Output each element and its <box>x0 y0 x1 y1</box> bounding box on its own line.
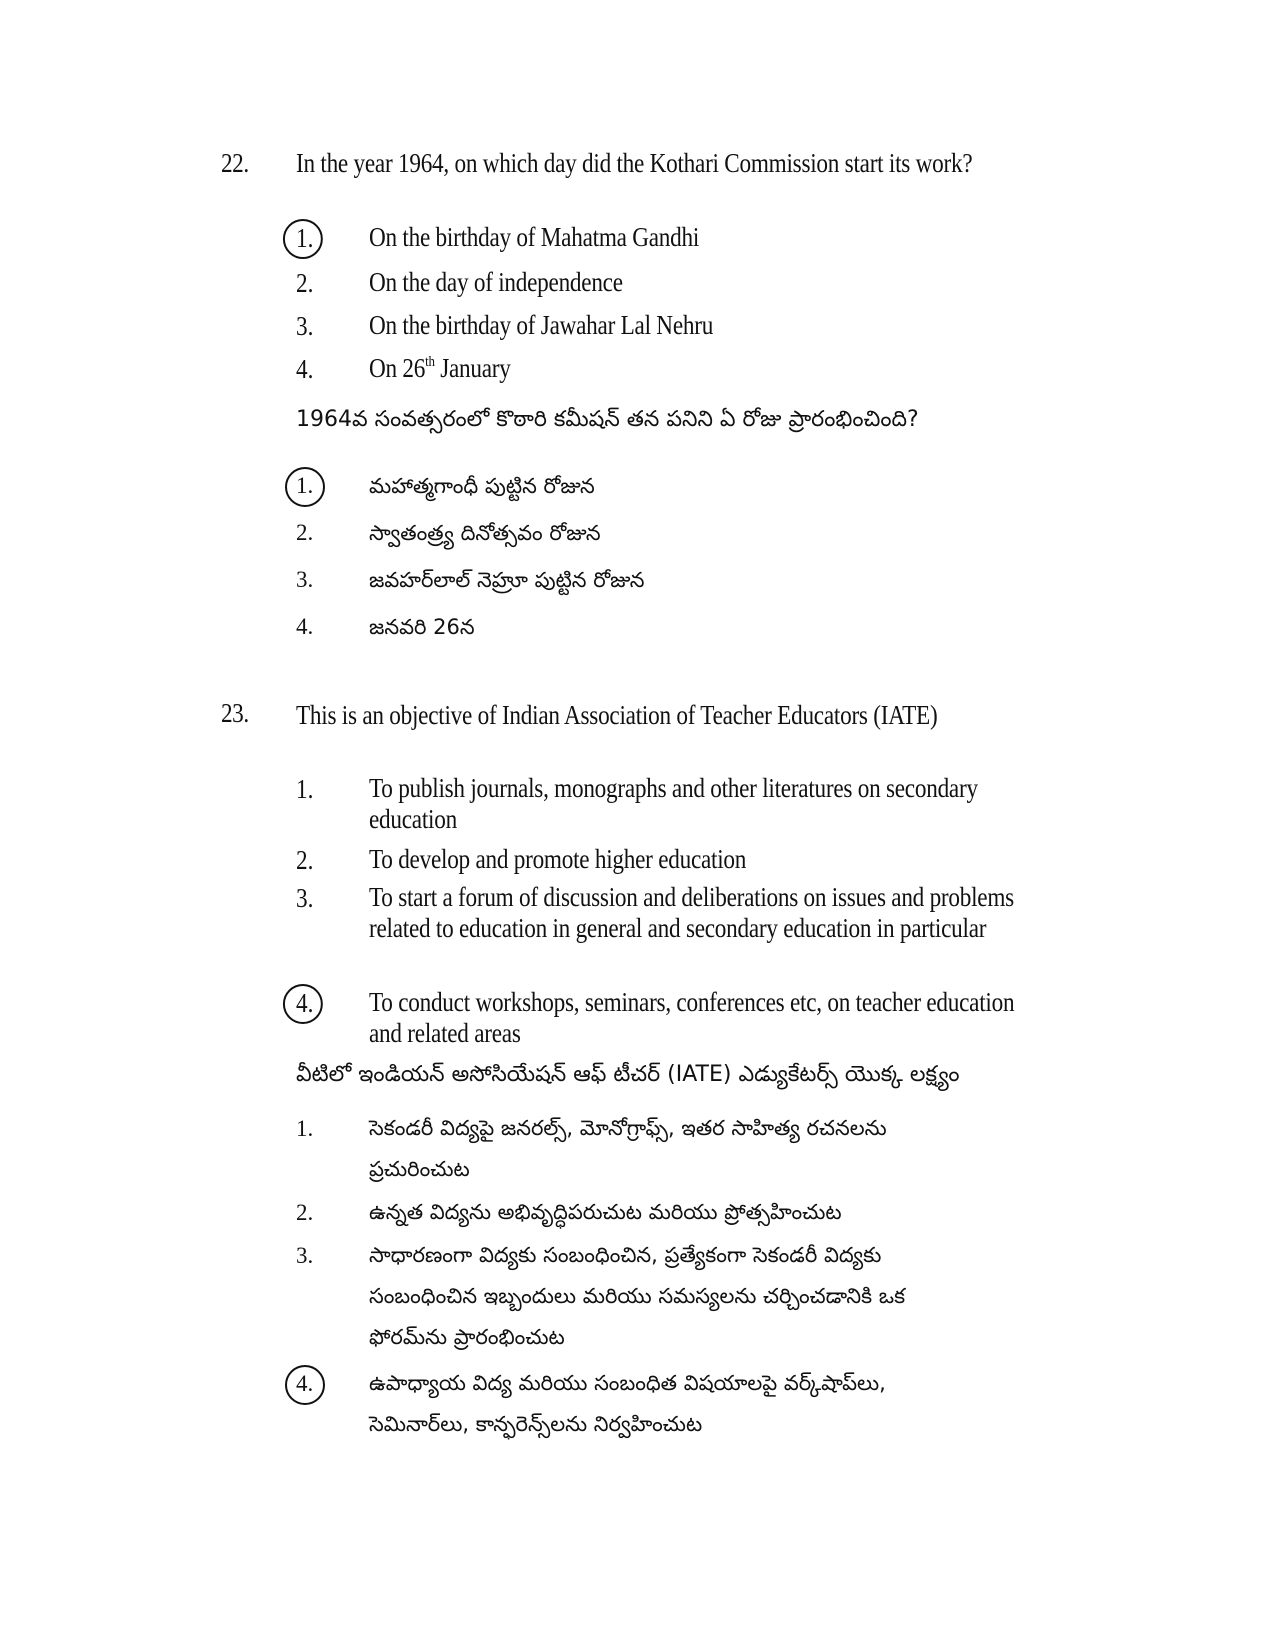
option-number-circled-answer: 4. <box>296 1368 336 1400</box>
option-number: 3. <box>296 567 314 592</box>
question-text-en: This is an objective of Indian Association of Teacher Educators (IATE) <box>296 700 938 730</box>
option-text: To conduct workshops, seminars, conferences etc, on teacher education and related areas <box>369 987 1015 1048</box>
option-number: 2. <box>296 520 314 545</box>
option-number-circled-answer: 1. <box>296 470 336 502</box>
question-text-en: In the year 1964, on which day did the Kothari Commission start its work? <box>296 148 973 178</box>
option-number: 2. <box>296 1200 314 1225</box>
option-text: On the day of independence <box>369 267 623 297</box>
option-number: 2. <box>296 268 314 298</box>
option-number: 3. <box>296 883 314 913</box>
option-text: సెకండరీ విద్యపై జనరల్స్, మోనోగ్రాఫ్స్, ఇతర సాహిత్య రచనలను ప్రచురించుట <box>369 1116 887 1181</box>
option-number: 4. <box>296 614 314 639</box>
option-number-circled-answer: 4. <box>296 987 330 1019</box>
option-text: జనవరి 26న <box>369 615 475 639</box>
option-text: మహాత్మగాంధీ పుట్టిన రోజున <box>369 474 595 498</box>
question-number: 22. <box>221 148 249 178</box>
option-number-circled-answer: 1. <box>296 222 330 254</box>
option-number: 2. <box>296 845 314 875</box>
option-number: 3. <box>296 1243 314 1268</box>
option-number: 4. <box>296 354 314 384</box>
option-text: జవహర్‌లాల్ నెహ్రూ పుట్టిన రోజున <box>369 568 645 592</box>
option-number: 1. <box>296 774 314 804</box>
option-text: స్వాతంత్ర్య దినోత్సవం రోజున <box>369 521 601 545</box>
option-text: On the birthday of Mahatma Gandhi <box>369 222 700 252</box>
question-number: 23. <box>221 698 249 728</box>
option-text-suffix: January <box>434 353 511 383</box>
option-text: To publish journals, monographs and other literatures on secondary education <box>369 773 978 834</box>
option-number: 3. <box>296 311 314 341</box>
option-text-prefix: On 26 <box>369 353 426 383</box>
option-text: On the birthday of Jawahar Lal Nehru <box>369 310 714 340</box>
option-text: సాధారణంగా విద్యకు సంబంధించిన, ప్రత్యేకంగా సెకండరీ విద్యకు సంబంధించిన ఇబ్బందులు మరియు సమస్యలను చర్చించడానికి ఒక ఫోరమ్‌ను ప్రారంభించుట <box>369 1243 906 1349</box>
option-text: ఉన్నత విద్యను అభివృద్ధిపరుచుట మరియు ప్రోత్సహించుట <box>369 1200 842 1224</box>
option-text: ఉపాధ్యాయ విద్య మరియు సంబంధిత విషయాలపై వర్క్‌షాప్‌లు, సెమినార్‌లు, కాన్ఫరెన్స్‌లను నిర్వహించుట <box>369 1371 886 1436</box>
option-text: To develop and promote higher education <box>369 844 747 874</box>
ordinal-suffix: th <box>425 354 435 370</box>
option-text: To start a forum of discussion and deliberations on issues and problems related to education in general and secondary education in particular <box>369 882 1014 943</box>
option-number: 1. <box>296 1116 314 1141</box>
option-text <box>369 353 1048 384</box>
question-text-te: 1964వ సంవత్సరంలో కొఠారి కమీషన్ తన పనిని ఏ రోజు ప్రారంభించింది? <box>296 407 919 432</box>
question-text-te: వీటిలో ఇండియన్ అసోసియేషన్ ఆఫ్ టీచర్ (IATE) ఎడ్యుకేటర్స్ యొక్క లక్ష్యం <box>296 1062 960 1087</box>
